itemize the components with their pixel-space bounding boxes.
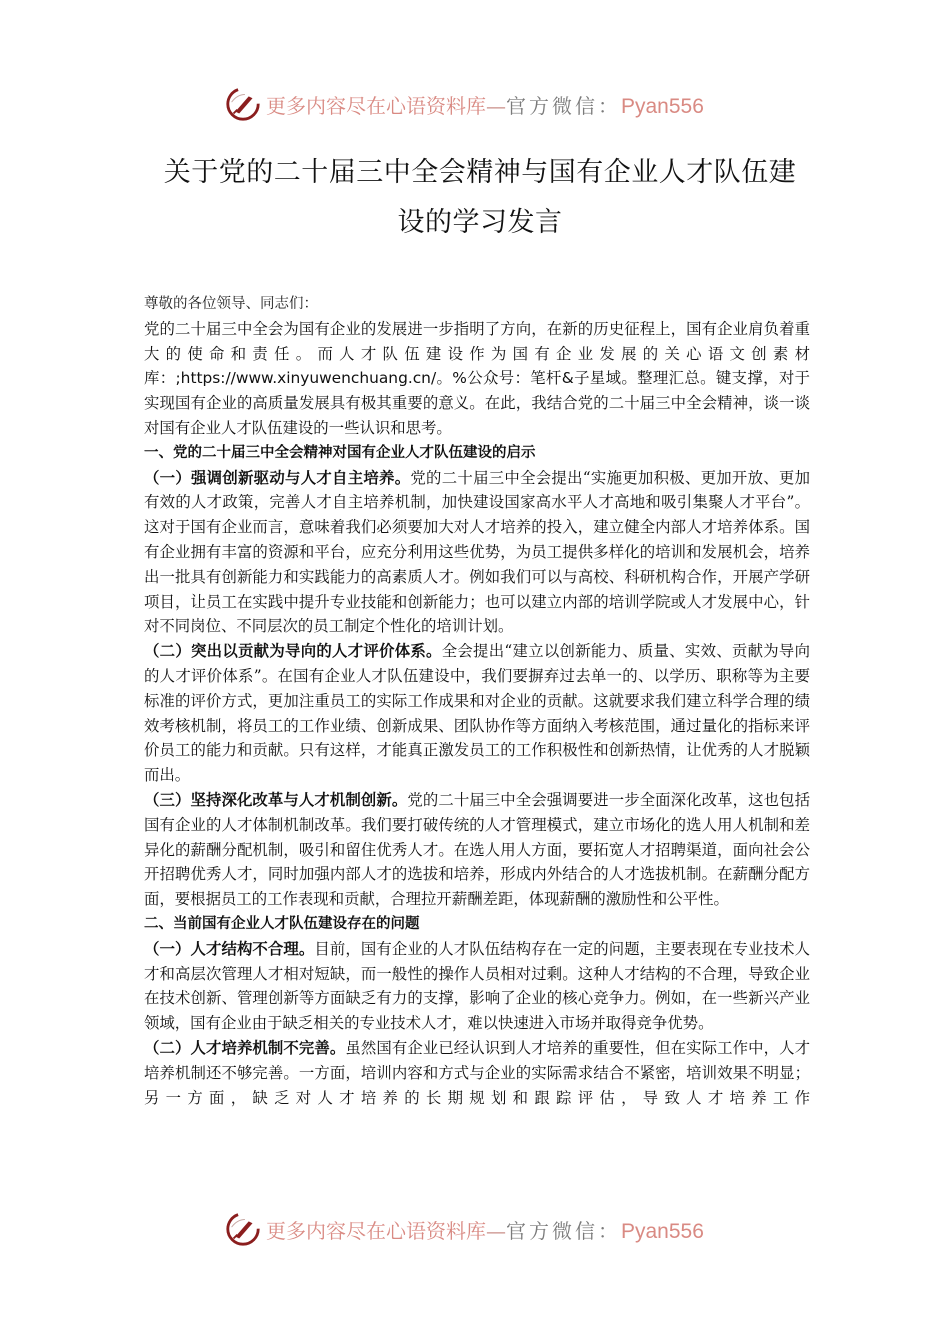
title-line-2: 设的学习发言 <box>397 207 563 238</box>
section-paragraph <box>144 466 810 640</box>
paragraph-lead: （一）强调创新驱动与人才自主培养。 <box>144 468 411 487</box>
banner-dash: — <box>486 1218 506 1243</box>
paragraph-text: 目前，国有企业的人才队伍结构存在一定的问题，主要表现在专业技术人才和高层次管理人才相对短缺，而一般性的操作人员相对过剩。这种人才结构的不合理，导致企业在技术创新、管理创新等方面缺乏有力的支撑，影响了企业的核心竞争力。例如，在一些新兴产业领域，国有企业由于缺乏相关的专业技术人才，难以快速进入市场并取得竞争优势。 <box>144 939 810 1033</box>
banner-site-name: 更多内容尽在心语资料库 <box>266 1218 486 1243</box>
section-paragraph <box>144 1036 810 1110</box>
banner-wechat-id: Pyan556 <box>621 1219 704 1243</box>
section-paragraph <box>144 937 810 1036</box>
paragraph-text: 全会提出“建立以创新能力、质量、实效、贡献为导向的人才评价体系”。在国有企业人才队伍建设中，我们要摒弃过去单一的、以学历、职称等为主要标准的评价方式，更加注重员工的实际工作成果和对企业的贡献。这就要求我们建立科学合理的绩效考核机制，将员工的工作业绩、创新成果、团队协作等方面纳入考核范围，通过量化的指标来评价员工的能力和贡献。只有这样，才能真正激发员工的工作积极性和创新热情，让优秀的人才脱颖而出。 <box>144 642 810 785</box>
banner-dash: — <box>486 93 506 118</box>
section-paragraph <box>144 639 810 788</box>
banner-wechat-id: Pyan556 <box>621 94 704 118</box>
quill-pen-logo-icon <box>224 1210 262 1248</box>
section-heading: 二、当前国有企业人才队伍建设存在的问题 <box>144 915 420 932</box>
paragraph-text: 党的二十届三中全会强调要进一步全面深化改革，这也包括国有企业的人才体制机制改革。我们要打破传统的人才管理模式，建立市场化的选人用人机制和差异化的薪酬分配机制，吸引和留住优秀人才。在选人用人方面，要拓宽人才招聘渠道，面向社会公开招聘优秀人才，同时加强内部人才的选拔和培养，形成内外结合的人才选拔机制。在薪酬分配方面，要根据员工的工作表现和贡献，合理拉开薪酬差距，体现薪酬的激励性和公平性。 <box>144 790 810 909</box>
section-paragraph <box>144 788 810 912</box>
paragraph-lead: （一）人才结构不合理。 <box>144 939 315 958</box>
greeting: 尊敬的各位领导、同志们： <box>144 296 318 312</box>
paragraph-lead: （二）人才培养机制不完善。 <box>144 1038 346 1057</box>
banner-site-name: 更多内容尽在心语资料库 <box>266 93 486 118</box>
document-body <box>144 292 810 1110</box>
title-line-1: 关于党的二十届三中全会精神与国有企业人才队伍建 <box>163 157 797 188</box>
paragraph-text: 党的二十届三中全会提出“实施更加积极、更加开放、更加有效的人才政策，完善人才自主培养机制，加快建设国家高水平人才高地和吸引集聚人才平台”。这对于国有企业而言，意味着我们必须要加大对人才培养的投入，建立健全内部人才培养体系。国有企业拥有丰富的资源和平台，应充分利用这些优势，为员工提供多样化的培训和发展机会，培养出一批具有创新能力和实践能力的高素质人才。例如我们可以与高校、科研机构合作，开展产学研项目，让员工在实践中提升专业技能和创新能力；也可以建立内部的培训学院或人才发展中心，针对不同岗位、不同层次的员工制定个性化的培训计划。 <box>144 468 810 636</box>
intro-paragraph: 党的二十届三中全会为国有企业的发展进一步指明了方向，在新的历史征程上，国有企业肩负着重大的使命和责任。而人才队伍建设作为国有企业发展的关心语文创素材库：;https://www.xinyuwenchuang.cn/。%公众号：笔杆&子星域。整理汇总。键支撑，对于实现国有企业的高质量发展具有极其重要的意义。在此，我结合党的二十届三中全会精神，谈一谈对国有企业人才队伍建设的一些认识和思考。 <box>144 319 810 437</box>
banner-wechat-label: 官方微信： <box>506 1218 621 1243</box>
paragraph-lead: （三）坚持深化改革与人才机制创新。 <box>144 790 408 809</box>
paragraph-lead: （二）突出以贡献为导向的人才评价体系。 <box>144 642 442 661</box>
document-title <box>140 148 820 248</box>
footer-watermark-banner <box>224 1207 724 1251</box>
banner-wechat-label: 官方微信： <box>506 93 621 118</box>
quill-pen-logo-icon <box>224 85 262 123</box>
section-heading: 一、党的二十届三中全会精神对国有企业人才队伍建设的启示 <box>144 444 536 461</box>
header-watermark-banner <box>224 82 724 126</box>
paragraph-text: 虽然国有企业已经认识到人才培养的重要性，但在实际工作中，人才培养机制还不够完善。一方面，培训内容和方式与企业的实际需求结合不紧密，培训效果不明显；另一方面，缺乏对人才培养的长期规划和跟踪评估，导致人才培养工作 <box>144 1038 810 1107</box>
